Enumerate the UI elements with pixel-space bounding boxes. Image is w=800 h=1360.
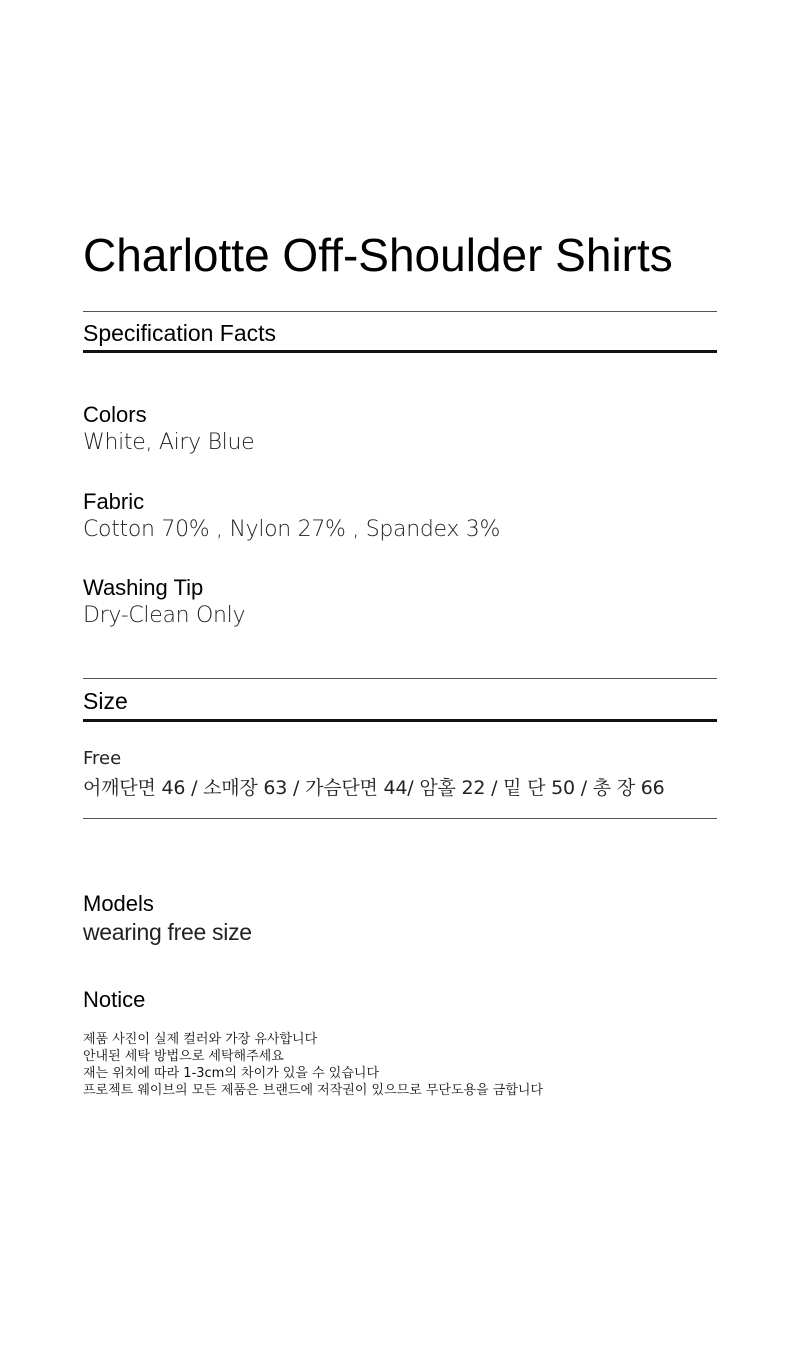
size-measurements: 어깨단면 46 / 소매장 63 / 가슴단면 44/ 암홀 22 / 밑 단 50 / 총 장 66 (83, 777, 665, 799)
notice-line: 안내된 세탁 방법으로 세탁해주세요 (83, 1049, 284, 1064)
spec-label: Washing Tip (83, 575, 204, 600)
models-block (83, 890, 252, 946)
notice-label: Notice (83, 987, 146, 1012)
notice-list (83, 1031, 543, 1099)
spec-label: Colors (83, 402, 147, 427)
divider (83, 678, 717, 679)
spec-value: Cotton 70% , Nylon 27% , Spandex 3% (83, 517, 501, 542)
spec-item-washing-tip (83, 574, 245, 630)
spec-label: Fabric (83, 489, 145, 514)
models-value: wearing free size (83, 919, 252, 945)
divider-thick (83, 350, 717, 353)
divider-thick (83, 719, 717, 722)
divider (83, 311, 717, 312)
spec-item-fabric (83, 488, 500, 544)
size-section-heading: Size (83, 688, 128, 714)
spec-value: Dry-Clean Only (83, 603, 246, 628)
size-name: Free (83, 748, 122, 769)
spec-value: White, Airy Blue (83, 430, 255, 455)
notice-line: 프로젝트 웨이브의 모든 제품은 브랜드에 저작권이 있으므로 무단도용을 금합니다 (83, 1083, 544, 1098)
spec-section-heading: Specification Facts (83, 320, 277, 346)
spec-item-colors (83, 401, 254, 457)
notice-line: 재는 위치에 따라 1-3cm의 차이가 있을 수 있습니다 (83, 1066, 380, 1081)
notice-line: 제품 사진이 실제 컬러와 가장 유사합니다 (83, 1032, 318, 1047)
product-title: Charlotte Off-Shoulder Shirts (83, 229, 673, 281)
divider (83, 818, 717, 819)
models-label: Models (83, 891, 154, 916)
